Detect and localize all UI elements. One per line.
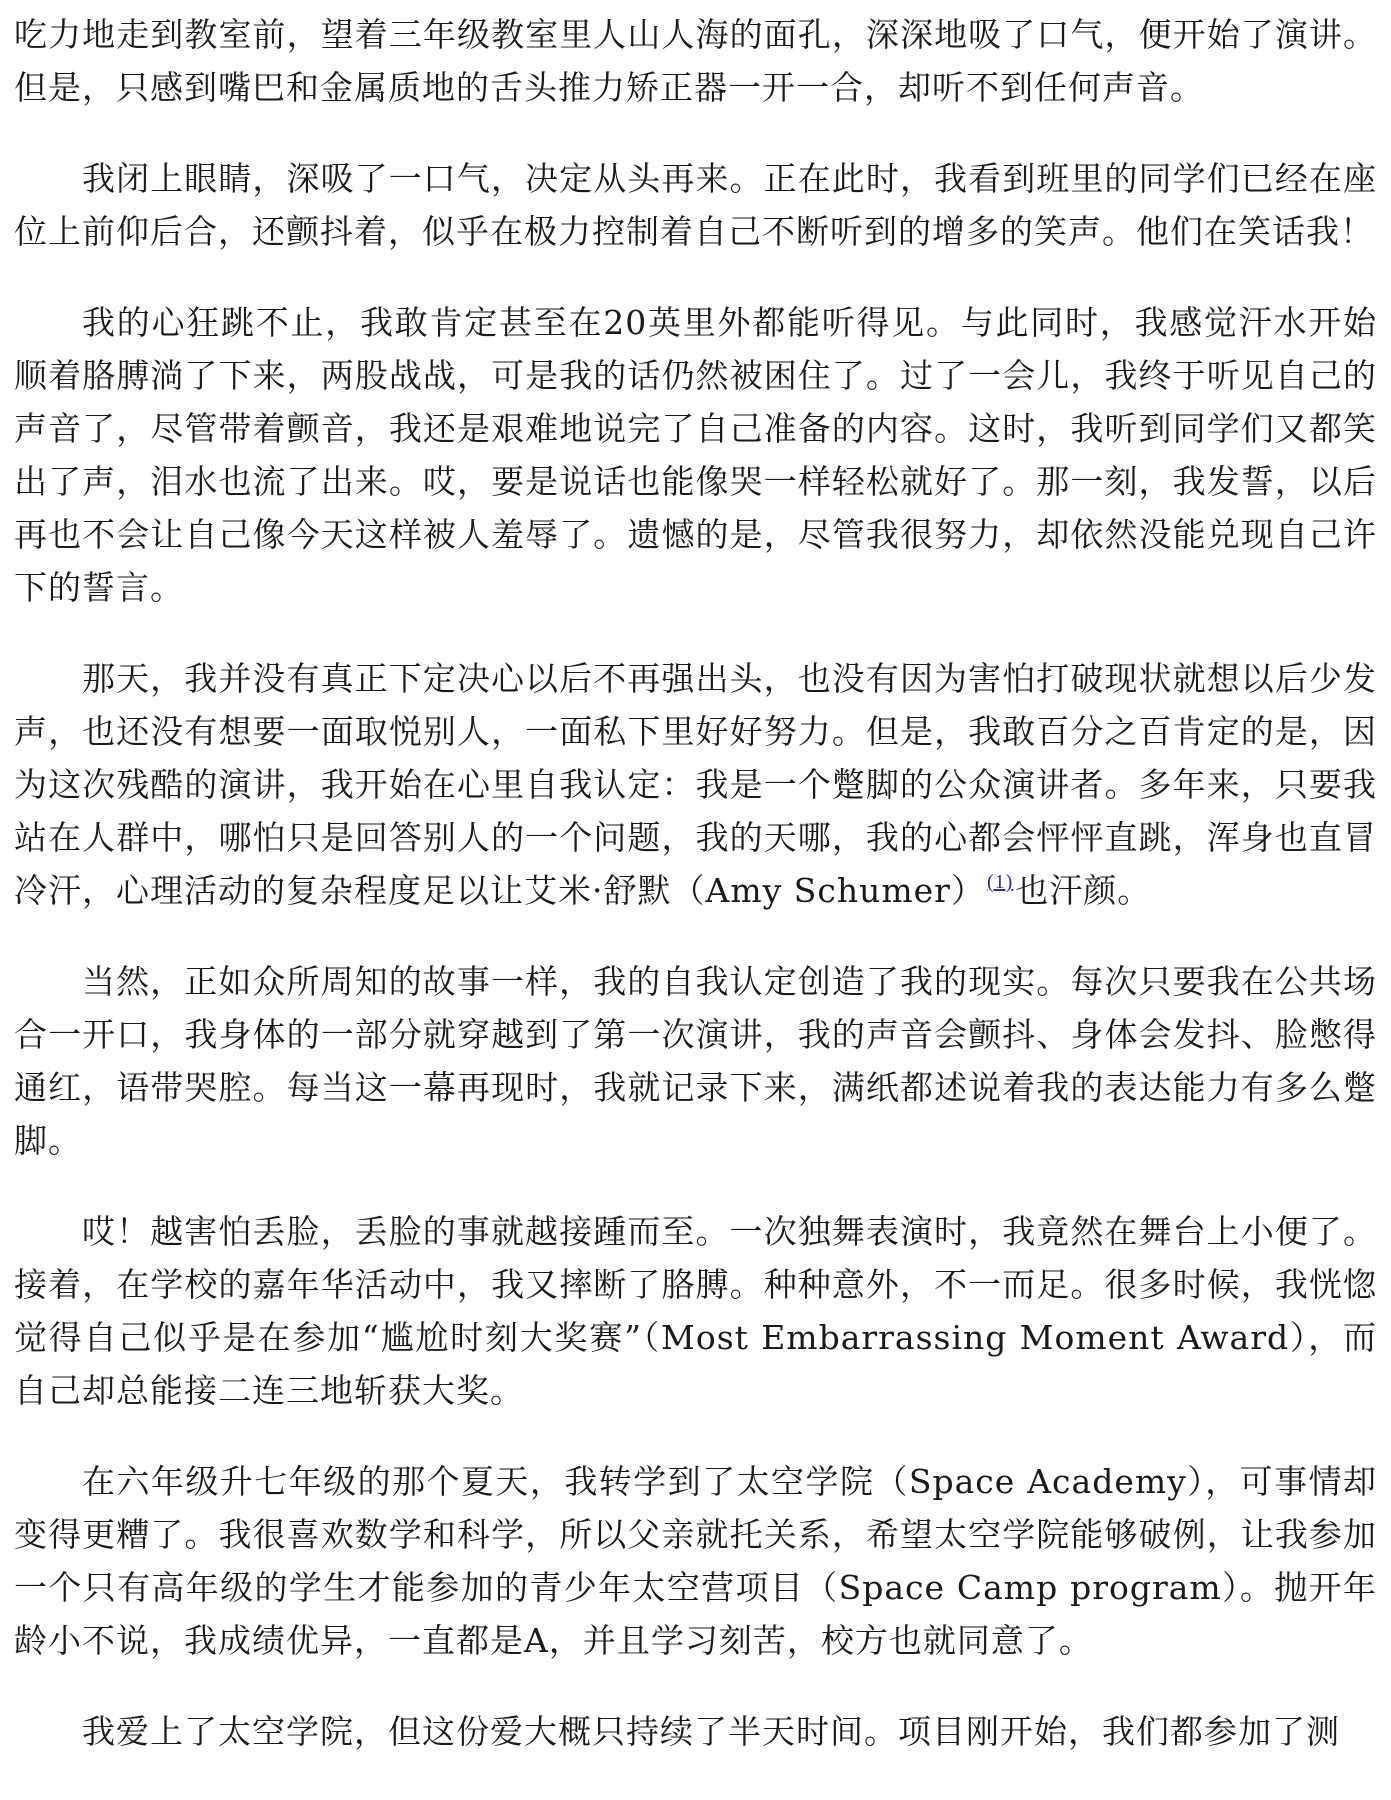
document-page <box>14 8 1377 1796</box>
paragraph-4 <box>14 652 1377 917</box>
paragraph-4-text-before: 那天，我并没有真正下定决心以后不再强出头，也没有因为害怕打破现状就想以后少发声，也还没有想要一面取悦别人，一面私下里好好努力。但是，我敢百分之百肯定的是，因为这次残酷的演讲，我开始在心里自我认定：我是一个蹩脚的公众演讲者。多年来，只要我站在人群中，哪怕只是回答别人的一个问题，我的天哪，我的心都会怦怦直跳，浑身也直冒冷汗，心理活动的复杂程度足以让艾米·舒默（Amy Schumer） <box>14 659 1377 910</box>
paragraph-5: 当然，正如众所周知的故事一样，我的自我认定创造了我的现实。每次只要我在公共场合一开口，我身体的一部分就穿越到了第一次演讲，我的声音会颤抖、身体会发抖、脸憋得通红，语带哭腔。每当这一幕再现时，我就记录下来，满纸都述说着我的表达能力有多么蹩脚。 <box>14 962 1377 1160</box>
footnote-link[interactable]: (1) <box>986 871 1014 893</box>
paragraph-6: 哎！越害怕丢脸，丢脸的事就越接踵而至。一次独舞表演时，我竟然在舞台上小便了。接着，在学校的嘉年华活动中，我又摔断了胳膊。种种意外，不一而足。很多时候，我恍惚觉得自己似乎是在参加“尴尬时刻大奖赛”（Most Embarrassing Moment Award），而自己却总能接二连三地斩获大奖。 <box>14 1212 1377 1410</box>
paragraph-4-text-after: 也汗颜。 <box>1015 871 1152 910</box>
paragraph-7: 在六年级升七年级的那个夏天，我转学到了太空学院（Space Academy），可事情却变得更糟了。我很喜欢数学和科学，所以父亲就托关系，希望太空学院能够破例，让我参加一个只有高年级的学生才能参加的青少年太空营项目（Space Camp program）。抛开年龄小不说，我成绩优异，一直都是A，并且学习刻苦，校方也就同意了。 <box>14 1462 1377 1660</box>
paragraph-8: 我爱上了太空学院，但这份爱大概只持续了半天时间。项目刚开始，我们都参加了测 <box>82 1712 1340 1751</box>
paragraph-2: 我闭上眼睛，深吸了一口气，决定从头再来。正在此时，我看到班里的同学们已经在座位上前仰后合，还颤抖着，似乎在极力控制着自己不断听到的增多的笑声。他们在笑话我！ <box>14 159 1377 251</box>
paragraph-3: 我的心狂跳不止，我敢肯定甚至在20英里外都能听得见。与此同时，我感觉汗水开始顺着胳膊淌了下来，两股战战，可是我的话仍然被困住了。过了一会儿，我终于听见自己的声音了，尽管带着颤音，我还是艰难地说完了自己准备的内容。这时，我听到同学们又都笑出了声，泪水也流了出来。哎，要是说话也能像哭一样轻松就好了。那一刻，我发誓，以后再也不会让自己像今天这样被人羞辱了。遗憾的是，尽管我很努力，却依然没能兑现自己许下的誓言。 <box>14 303 1377 607</box>
paragraph-1: 吃力地走到教室前，望着三年级教室里人山人海的面孔，深深地吸了口气，便开始了演讲。但是，只感到嘴巴和金属质地的舌头推力矫正器一开一合，却听不到任何声音。 <box>14 15 1377 107</box>
